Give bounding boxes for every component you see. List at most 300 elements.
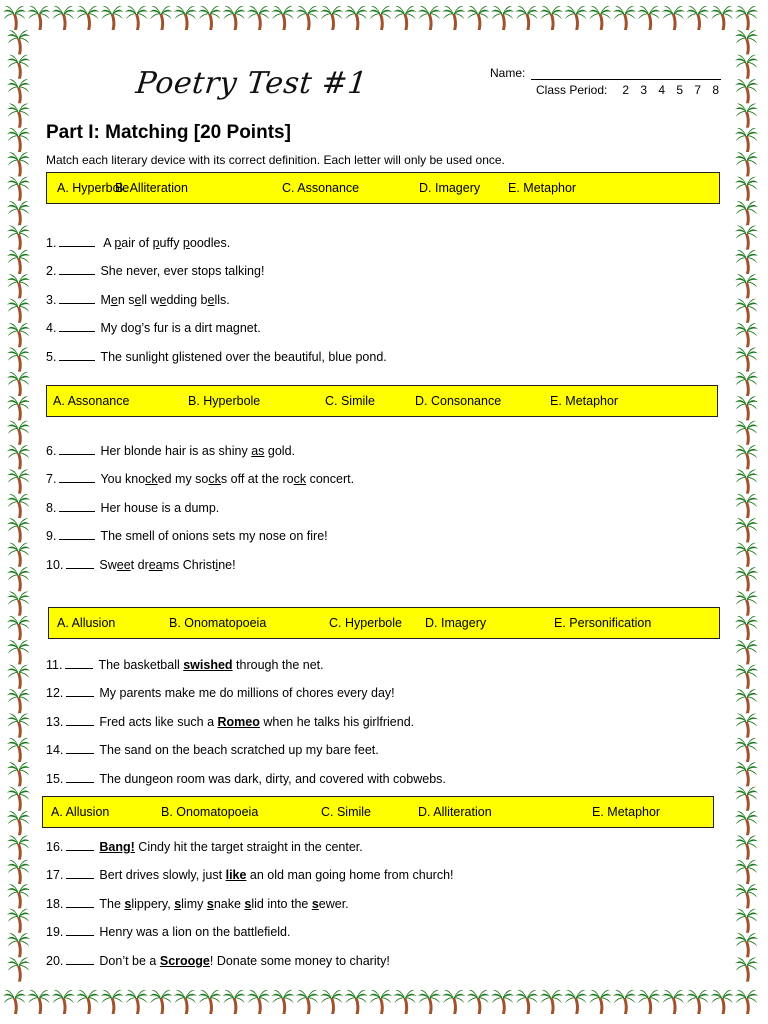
palm-tree-icon bbox=[491, 990, 514, 1014]
answer-blank[interactable] bbox=[59, 234, 95, 247]
palm-tree-icon bbox=[369, 6, 392, 30]
answer-blank[interactable] bbox=[59, 291, 95, 304]
word-bank-option: B. Onomatopoeia bbox=[169, 616, 267, 630]
palm-tree-icon bbox=[7, 738, 30, 762]
word-bank-option: C. Assonance bbox=[282, 181, 360, 195]
answer-blank[interactable] bbox=[66, 770, 94, 783]
name-label: Name: bbox=[490, 66, 526, 80]
question-number: 18. bbox=[46, 897, 64, 911]
word-bank-option: B. Alliteration bbox=[115, 181, 188, 195]
palm-tree-icon bbox=[711, 6, 734, 30]
answer-blank[interactable] bbox=[65, 656, 93, 669]
palm-tree-icon bbox=[296, 990, 319, 1014]
question-text: ms Christ bbox=[162, 558, 216, 572]
question-row bbox=[46, 319, 261, 335]
palm-tree-icon bbox=[442, 6, 465, 30]
palm-tree-icon bbox=[7, 835, 30, 859]
question-row bbox=[46, 684, 395, 700]
palm-tree-icon bbox=[7, 55, 30, 79]
question-row bbox=[46, 741, 379, 757]
question-text: oodles. bbox=[189, 236, 231, 250]
palm-tree-icon bbox=[7, 957, 30, 981]
underlined-text: e bbox=[207, 293, 215, 307]
palm-tree-icon bbox=[7, 152, 30, 176]
palm-tree-icon bbox=[735, 30, 758, 54]
underlined-text: s bbox=[311, 897, 319, 911]
question-text: an old man going home from church! bbox=[246, 868, 454, 882]
word-bank-option: D. Consonance bbox=[415, 394, 502, 408]
question-row bbox=[46, 291, 230, 307]
word-bank-option: C. Simile bbox=[325, 394, 376, 408]
palm-tree-icon bbox=[198, 6, 221, 30]
palm-tree-icon bbox=[7, 225, 30, 249]
answer-blank[interactable] bbox=[59, 470, 95, 483]
word-bank-option: B. Onomatopoeia bbox=[161, 805, 259, 819]
question-text: A bbox=[100, 236, 115, 250]
palm-tree-icon bbox=[589, 990, 612, 1014]
palm-tree-icon bbox=[7, 640, 30, 664]
question-row bbox=[46, 770, 446, 786]
palm-tree-icon bbox=[27, 6, 50, 30]
underlined-text: e bbox=[134, 293, 142, 307]
palm-tree-icon bbox=[7, 372, 30, 396]
question-text: Her blonde hair is as shiny bbox=[100, 444, 252, 458]
question-text: Bert drives slowly, just bbox=[99, 868, 226, 882]
question-row bbox=[46, 895, 349, 911]
answer-blank[interactable] bbox=[59, 262, 95, 275]
question-text: nake bbox=[213, 897, 245, 911]
class-period bbox=[536, 83, 725, 97]
palm-tree-icon bbox=[735, 762, 758, 786]
palm-tree-icon bbox=[393, 990, 416, 1014]
palm-tree-icon bbox=[223, 990, 246, 1014]
palm-tree-icon bbox=[7, 616, 30, 640]
palm-tree-icon bbox=[686, 990, 709, 1014]
question-number: 19. bbox=[46, 925, 64, 939]
underlined-text: ea bbox=[148, 558, 163, 572]
answer-blank[interactable] bbox=[66, 923, 94, 936]
palm-tree-icon bbox=[467, 990, 490, 1014]
question-text: dding b bbox=[166, 293, 208, 307]
palm-tree-icon bbox=[735, 909, 758, 933]
palm-tree-icon bbox=[418, 6, 441, 30]
palm-tree-icon bbox=[149, 6, 172, 30]
palm-tree-icon bbox=[442, 990, 465, 1014]
palm-tree-icon bbox=[735, 860, 758, 884]
palm-tree-icon bbox=[735, 518, 758, 542]
class-period-label: Class Period: bbox=[536, 83, 608, 97]
palm-tree-icon bbox=[7, 445, 30, 469]
answer-blank[interactable] bbox=[66, 838, 94, 851]
palm-tree-icon bbox=[7, 689, 30, 713]
palm-tree-icon bbox=[7, 494, 30, 518]
answer-blank[interactable] bbox=[59, 442, 95, 455]
palm-tree-icon bbox=[637, 6, 660, 30]
answer-blank[interactable] bbox=[66, 713, 94, 726]
palm-tree-icon bbox=[515, 990, 538, 1014]
question-row bbox=[46, 866, 454, 882]
palm-tree-icon bbox=[564, 990, 587, 1014]
underlined-text: ck bbox=[208, 472, 221, 486]
palm-tree-icon bbox=[149, 990, 172, 1014]
palm-tree-icon bbox=[7, 909, 30, 933]
palm-tree-icon bbox=[735, 787, 758, 811]
class-period-option[interactable]: 3 bbox=[640, 83, 648, 97]
palm-tree-icon bbox=[686, 6, 709, 30]
question-number: 17. bbox=[46, 868, 64, 882]
question-text: gold. bbox=[264, 444, 296, 458]
question-row bbox=[46, 656, 324, 672]
palm-tree-icon bbox=[735, 55, 758, 79]
question-text: Her house is a dump. bbox=[100, 501, 220, 515]
class-period-option[interactable]: 8 bbox=[712, 83, 720, 97]
palm-tree-icon bbox=[735, 299, 758, 323]
question-text: concert. bbox=[306, 472, 355, 486]
palm-tree-icon bbox=[7, 177, 30, 201]
question-number: 12. bbox=[46, 686, 64, 700]
answer-blank[interactable] bbox=[66, 741, 94, 754]
question-text: lid into the bbox=[251, 897, 312, 911]
palm-tree-icon bbox=[735, 689, 758, 713]
question-text: M bbox=[100, 293, 111, 307]
word-bank-option: A. Assonance bbox=[53, 394, 130, 408]
palm-tree-icon bbox=[247, 990, 270, 1014]
palm-tree-icon bbox=[7, 201, 30, 225]
palm-tree-icon bbox=[7, 787, 30, 811]
palm-tree-icon bbox=[735, 933, 758, 957]
palm-tree-icon bbox=[174, 6, 197, 30]
palm-tree-icon bbox=[369, 990, 392, 1014]
palm-tree-icon bbox=[735, 884, 758, 908]
question-text: ne! bbox=[218, 558, 236, 572]
question-text: You kno bbox=[100, 472, 146, 486]
answer-blank[interactable] bbox=[59, 527, 95, 540]
palm-tree-icon bbox=[101, 990, 124, 1014]
palm-tree-icon bbox=[7, 860, 30, 884]
palm-tree-icon bbox=[101, 6, 124, 30]
underlined-text: swished bbox=[183, 658, 233, 672]
answer-blank[interactable] bbox=[59, 499, 95, 512]
name-blank[interactable] bbox=[531, 67, 721, 80]
palm-tree-icon bbox=[735, 445, 758, 469]
palm-tree-icon bbox=[540, 6, 563, 30]
palm-tree-icon bbox=[735, 811, 758, 835]
palm-tree-icon bbox=[7, 811, 30, 835]
answer-blank[interactable] bbox=[66, 895, 94, 908]
question-text: through the net. bbox=[232, 658, 324, 672]
palm-tree-icon bbox=[7, 543, 30, 567]
question-text: Henry was a lion on the battlefield. bbox=[99, 925, 291, 939]
word-bank-option: B. Hyperbole bbox=[188, 394, 261, 408]
palm-tree-icon bbox=[76, 6, 99, 30]
word-bank-option: D. Alliteration bbox=[418, 805, 492, 819]
palm-tree-icon bbox=[540, 990, 563, 1014]
question-number: 4. bbox=[46, 321, 57, 335]
question-number: 16. bbox=[46, 840, 64, 854]
palm-tree-icon bbox=[247, 6, 270, 30]
palm-tree-icon bbox=[735, 567, 758, 591]
palm-tree-icon bbox=[735, 616, 758, 640]
palm-tree-icon bbox=[7, 567, 30, 591]
page-title: Poetry Test #1 bbox=[134, 66, 370, 101]
underlined-text: like bbox=[225, 868, 247, 882]
question-text: The bbox=[99, 897, 125, 911]
palm-tree-icon bbox=[735, 665, 758, 689]
underlined-text: p bbox=[114, 236, 122, 250]
palm-tree-icon bbox=[7, 518, 30, 542]
question-text: Fred acts like such a bbox=[99, 715, 218, 729]
palm-tree-icon bbox=[735, 323, 758, 347]
palm-tree-icon bbox=[735, 201, 758, 225]
question-text: The sunlight glistened over the beautiful, blue pond. bbox=[100, 350, 387, 364]
underlined-text: s bbox=[244, 897, 252, 911]
palm-tree-icon bbox=[7, 79, 30, 103]
answer-blank[interactable] bbox=[66, 556, 94, 569]
palm-tree-icon bbox=[7, 884, 30, 908]
question-row bbox=[46, 499, 219, 515]
palm-tree-icon bbox=[125, 990, 148, 1014]
question-row bbox=[46, 442, 295, 458]
class-period-option[interactable]: 4 bbox=[658, 83, 666, 97]
word-bank-option: E. Metaphor bbox=[508, 181, 577, 195]
palm-tree-icon bbox=[735, 225, 758, 249]
palm-tree-icon bbox=[7, 250, 30, 274]
palm-tree-icon bbox=[637, 990, 660, 1014]
underlined-text: p bbox=[152, 236, 160, 250]
underlined-text: p bbox=[182, 236, 190, 250]
palm-tree-icon bbox=[735, 957, 758, 981]
word-bank bbox=[46, 385, 718, 417]
question-text: lippery, bbox=[131, 897, 175, 911]
palm-tree-icon bbox=[735, 79, 758, 103]
palm-tree-icon bbox=[7, 665, 30, 689]
underlined-text: e bbox=[159, 293, 167, 307]
question-number: 15. bbox=[46, 772, 64, 786]
palm-tree-icon bbox=[7, 933, 30, 957]
palm-tree-icon bbox=[7, 421, 30, 445]
class-period-option[interactable]: 7 bbox=[694, 83, 702, 97]
word-bank-option: E. Personification bbox=[554, 616, 652, 630]
underlined-text: Romeo bbox=[217, 715, 260, 729]
underlined-text: s bbox=[124, 897, 132, 911]
palm-tree-icon bbox=[735, 177, 758, 201]
question-text: when he talks his girlfriend. bbox=[259, 715, 415, 729]
palm-tree-icon bbox=[735, 372, 758, 396]
palm-tree-icon bbox=[7, 347, 30, 371]
palm-tree-icon bbox=[613, 990, 636, 1014]
instructions: Match each literary device with its correct definition. Each letter will only be used once. bbox=[46, 153, 505, 167]
palm-tree-icon bbox=[27, 990, 50, 1014]
palm-tree-icon bbox=[735, 543, 758, 567]
question-text: air of bbox=[121, 236, 153, 250]
palm-tree-icon bbox=[735, 469, 758, 493]
palm-tree-icon bbox=[320, 6, 343, 30]
underlined-text: e bbox=[110, 293, 118, 307]
class-period-option[interactable]: 2 bbox=[622, 83, 630, 97]
question-row bbox=[46, 838, 363, 854]
palm-tree-icon bbox=[735, 835, 758, 859]
palm-tree-icon bbox=[735, 274, 758, 298]
palm-tree-icon bbox=[7, 103, 30, 127]
word-bank-option: D. Imagery bbox=[419, 181, 481, 195]
question-text: n s bbox=[117, 293, 135, 307]
question-text: Sw bbox=[99, 558, 117, 572]
palm-tree-icon bbox=[735, 421, 758, 445]
palm-tree-icon bbox=[7, 299, 30, 323]
palm-tree-icon bbox=[735, 250, 758, 274]
word-bank bbox=[46, 172, 720, 204]
palm-tree-icon bbox=[345, 990, 368, 1014]
word-bank-option: D. Imagery bbox=[425, 616, 487, 630]
question-text: The smell of onions sets my nose on fire! bbox=[100, 529, 328, 543]
question-number: 10. bbox=[46, 558, 64, 572]
palm-tree-icon bbox=[223, 6, 246, 30]
palm-tree-icon bbox=[7, 274, 30, 298]
palm-tree-icon bbox=[735, 152, 758, 176]
question-number: 2. bbox=[46, 264, 57, 278]
palm-tree-icon bbox=[735, 990, 758, 1014]
word-bank-option: E. Metaphor bbox=[592, 805, 661, 819]
question-number: 3. bbox=[46, 293, 57, 307]
word-bank-option: A. Allusion bbox=[51, 805, 110, 819]
underlined-text: as bbox=[251, 444, 265, 458]
palm-tree-icon bbox=[735, 396, 758, 420]
word-bank bbox=[48, 607, 720, 639]
question-number: 13. bbox=[46, 715, 64, 729]
question-number: 5. bbox=[46, 350, 57, 364]
word-bank-option: C. Simile bbox=[321, 805, 372, 819]
underlined-text: s bbox=[206, 897, 214, 911]
word-bank-option: A. Allusion bbox=[57, 616, 116, 630]
question-text: lls. bbox=[214, 293, 230, 307]
palm-tree-icon bbox=[174, 990, 197, 1014]
question-number: 20. bbox=[46, 954, 64, 968]
palm-tree-icon bbox=[491, 6, 514, 30]
palm-tree-icon bbox=[7, 30, 30, 54]
question-text: The sand on the beach scratched up my bare feet. bbox=[99, 743, 379, 757]
palm-tree-icon bbox=[735, 347, 758, 371]
palm-tree-icon bbox=[711, 990, 734, 1014]
palm-tree-icon bbox=[7, 713, 30, 737]
palm-tree-icon bbox=[735, 494, 758, 518]
answer-blank[interactable] bbox=[59, 348, 95, 361]
question-text: My parents make me do millions of chores every day! bbox=[99, 686, 395, 700]
palm-tree-icon bbox=[320, 990, 343, 1014]
question-text: t dr bbox=[130, 558, 149, 572]
palm-tree-icon bbox=[7, 323, 30, 347]
question-row bbox=[46, 952, 390, 968]
question-text: The dungeon room was dark, dirty, and covered with cobwebs. bbox=[99, 772, 446, 786]
question-row bbox=[46, 234, 230, 250]
underlined-text: i bbox=[215, 558, 219, 572]
palm-tree-icon bbox=[52, 6, 75, 30]
name-field[interactable] bbox=[490, 66, 721, 80]
question-text: uffy bbox=[159, 236, 183, 250]
palm-tree-icon bbox=[735, 713, 758, 737]
palm-tree-icon bbox=[589, 6, 612, 30]
question-text: limy bbox=[181, 897, 207, 911]
palm-tree-icon bbox=[271, 6, 294, 30]
question-number: 8. bbox=[46, 501, 57, 515]
section-heading: Part I: Matching [20 Points] bbox=[46, 122, 291, 143]
class-period-options bbox=[617, 83, 725, 97]
underlined-text: ck bbox=[145, 472, 158, 486]
palm-tree-icon bbox=[7, 396, 30, 420]
palm-tree-icon bbox=[735, 103, 758, 127]
underlined-text: Scrooge bbox=[159, 954, 210, 968]
palm-tree-icon bbox=[198, 990, 221, 1014]
question-number: 14. bbox=[46, 743, 64, 757]
question-number: 1. bbox=[46, 236, 57, 250]
answer-blank[interactable] bbox=[66, 866, 94, 879]
palm-tree-icon bbox=[662, 990, 685, 1014]
answer-blank[interactable] bbox=[66, 952, 94, 965]
question-row bbox=[46, 527, 328, 543]
palm-tree-icon bbox=[735, 591, 758, 615]
palm-tree-icon bbox=[735, 640, 758, 664]
palm-tree-icon bbox=[271, 990, 294, 1014]
palm-tree-icon bbox=[467, 6, 490, 30]
question-row bbox=[46, 923, 290, 939]
underlined-text: ee bbox=[116, 558, 131, 572]
palm-tree-icon bbox=[613, 6, 636, 30]
question-text: ewer. bbox=[318, 897, 349, 911]
word-bank-option: A. Hyperbole bbox=[57, 181, 130, 195]
question-text: My dog’s fur is a dirt magnet. bbox=[100, 321, 261, 335]
question-row bbox=[46, 262, 264, 278]
palm-tree-icon bbox=[735, 6, 758, 30]
question-row bbox=[46, 556, 236, 572]
question-row bbox=[46, 713, 414, 729]
palm-tree-icon bbox=[418, 990, 441, 1014]
question-number: 9. bbox=[46, 529, 57, 543]
question-text: Cindy hit the target straight in the center. bbox=[134, 840, 363, 854]
palm-tree-icon bbox=[125, 6, 148, 30]
palm-tree-icon bbox=[296, 6, 319, 30]
class-period-option[interactable]: 5 bbox=[676, 83, 684, 97]
underlined-text: ck bbox=[293, 472, 307, 486]
question-text: ll w bbox=[141, 293, 160, 307]
question-number: 11. bbox=[46, 658, 63, 672]
underlined-text: s bbox=[174, 897, 182, 911]
question-text: The basketball bbox=[98, 658, 184, 672]
underlined-text: Bang! bbox=[99, 840, 135, 854]
answer-blank[interactable] bbox=[59, 319, 95, 332]
palm-tree-icon bbox=[662, 6, 685, 30]
palm-tree-icon bbox=[7, 591, 30, 615]
question-row bbox=[46, 470, 354, 486]
word-bank-option: C. Hyperbole bbox=[329, 616, 402, 630]
palm-tree-icon bbox=[735, 128, 758, 152]
palm-tree-icon bbox=[3, 6, 26, 30]
question-text: She never, ever stops talking! bbox=[100, 264, 265, 278]
palm-tree-icon bbox=[393, 6, 416, 30]
question-text: ! Donate some money to charity! bbox=[209, 954, 390, 968]
palm-tree-icon bbox=[735, 738, 758, 762]
palm-tree-icon bbox=[515, 6, 538, 30]
palm-tree-icon bbox=[345, 6, 368, 30]
answer-blank[interactable] bbox=[66, 684, 94, 697]
question-text: s off at the ro bbox=[220, 472, 294, 486]
question-text: ed my so bbox=[157, 472, 209, 486]
question-number: 7. bbox=[46, 472, 57, 486]
question-row bbox=[46, 348, 387, 364]
palm-tree-icon bbox=[3, 990, 26, 1014]
word-bank-option: E. Metaphor bbox=[550, 394, 619, 408]
palm-tree-icon bbox=[76, 990, 99, 1014]
palm-tree-icon bbox=[52, 990, 75, 1014]
palm-tree-icon bbox=[7, 128, 30, 152]
